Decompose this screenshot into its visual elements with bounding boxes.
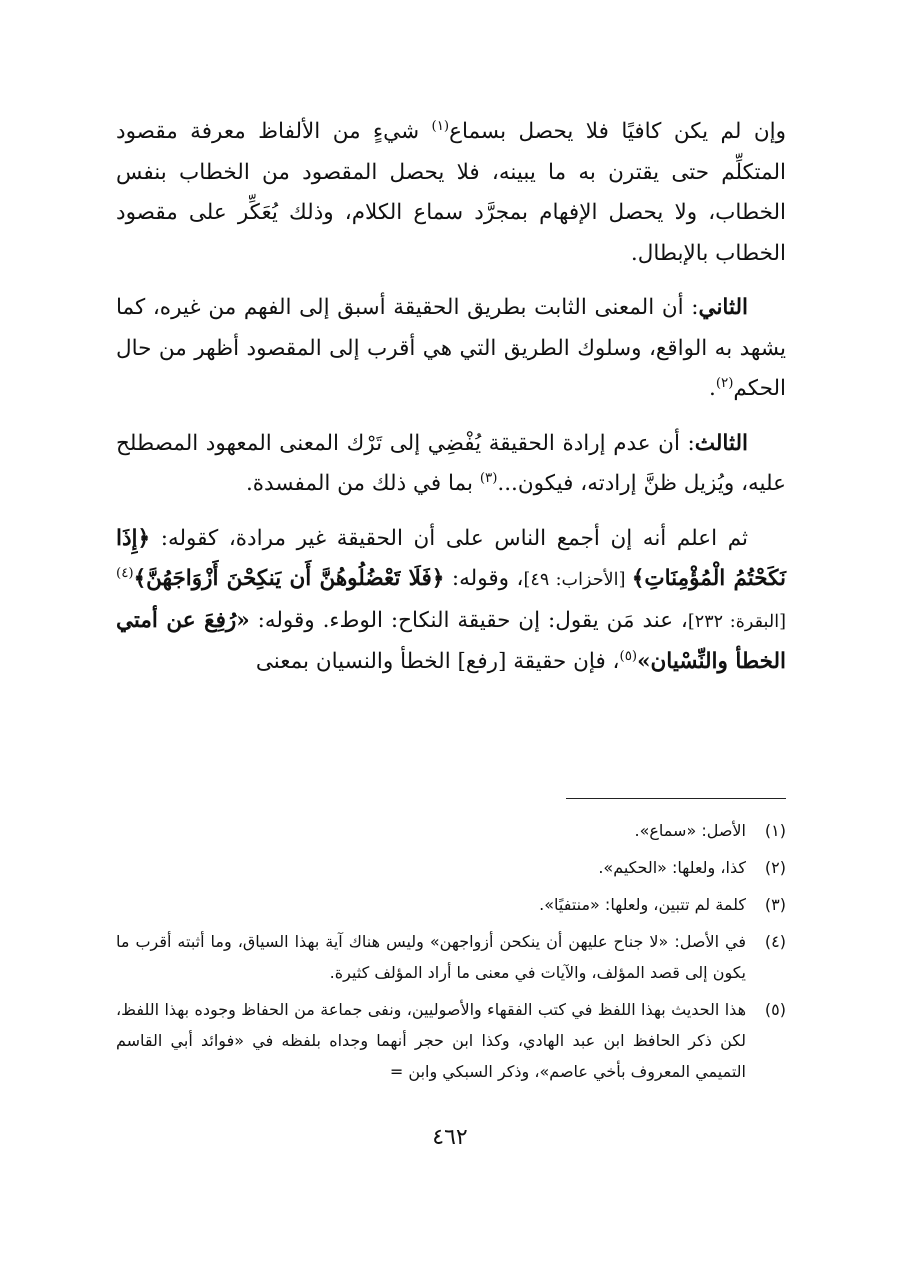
text-run: وإن لم يكن كافيًا فلا يحصل بسماع (449, 119, 786, 144)
footnote-text: كذا، ولعلها: «الحكيم». (598, 858, 746, 877)
paragraph-1 (116, 112, 786, 274)
footnote-text: الأصل: «سماع». (634, 821, 746, 840)
page-number: ٤٦٢ (432, 1125, 468, 1150)
text-run: ، عند مَن يقول: إن حقيقة النكاح: الوطء. وقوله: (249, 607, 688, 633)
text-run: شيءٍ من الألفاظ معرفة مقصود المتكلِّم حتى يقترن به ما يبينه، فلا يحصل المقصود من الخطاب بنفس الخطاب، ولا يحصل الإفهام بمجرَّد سماع الكلام، وذلك يُعَكِّر على مقصود الخطاب بالإبطال. (116, 119, 786, 266)
footnote-number: (٢) (764, 858, 786, 877)
verse-reference-2: [البقرة: ٢٣٢] (687, 611, 786, 632)
point-label-second: الثاني (698, 295, 748, 320)
text-run: بما في ذلك من المفسدة. (245, 471, 480, 496)
footnote-ref-5: (٥) (619, 648, 638, 664)
paragraph-3 (116, 424, 786, 505)
footnote-ref-2: (٢) (715, 375, 734, 391)
text-run: : أن المعنى الثابت بطريق الحقيقة أسبق إلى الفهم من غيره، كما يشهد به الواقع، وسلوك الطريق التي هي أقرب إلى المقصود أظهر من حال الحكم (116, 295, 786, 401)
quran-verse-2: ﴿فَلَا تَعْضُلُوهُنَّ أَن يَنكِحْنَ أَزْوَاجَهُنَّ﴾ (133, 566, 445, 591)
footnote-separator (566, 798, 786, 799)
footnote-ref-1: (١) (431, 118, 450, 134)
verse-reference-1: [الأحزاب: ٤٩] (523, 570, 632, 590)
footnote-1 (116, 815, 786, 846)
footnote-2 (116, 852, 786, 883)
footnote-text: كلمة لم تتبين، ولعلها: «منتفيًا». (539, 895, 746, 914)
footnote-text: هذا الحديث بهذا اللفظ في كتب الفقهاء والأصوليين، ونفى جماعة من الحفاظ وجوده بهذا اللفظ، لكن ذكر الحافظ ابن عبد الهادي، وكذا ابن حجر أنهما وجداه بلفظه في «فوائد أبي القاسم التميمي المعروف بأخي عاصم»، وذكر السبكي وابن = (116, 1000, 746, 1081)
footnote-ref-3: (٣) (479, 470, 498, 486)
footnote-text: في الأصل: «لا جناح عليهن أن ينكحن أزواجهن» وليس هناك آية بهذا السياق، وما أثبته أقرب ما يكون إلى قصد المؤلف، والآيات في معنى ما أراد المؤلف كثيرة. (116, 932, 746, 982)
footnote-3 (116, 889, 786, 920)
text-run: . (708, 376, 716, 401)
footnote-ref-4: (٤) (116, 565, 134, 581)
point-label-third: الثالث (694, 430, 748, 456)
hadith-quote: «رُفِعَ عن أمتي الخطأ والنِّسْيان» (116, 607, 786, 674)
footnote-number: (١) (764, 821, 786, 840)
footnotes (116, 815, 786, 1093)
main-text (116, 112, 786, 683)
footnote-4 (116, 926, 786, 988)
text-run: ، فإن حقيقة [رفع] الخطأ والنسيان بمعنى (255, 649, 620, 674)
footnote-5 (116, 994, 786, 1087)
footnote-number: (٤) (764, 932, 786, 951)
footnote-number: (٥) (764, 1000, 786, 1019)
text-run: ، وقوله: (444, 566, 524, 591)
text-run: ثم اعلم أنه إن أجمع الناس على أن الحقيقة غير مرادة، كقوله: (150, 525, 748, 551)
footnote-number: (٣) (764, 895, 786, 914)
paragraph-4 (116, 519, 786, 683)
text-run: : أن عدم إرادة الحقيقة يُفْضِي إلى تَرْك المعنى المعهود المصطلح عليه، ويُزيل ظنَّ إرادته، فيكون... (116, 430, 786, 496)
paragraph-2 (116, 288, 786, 410)
quran-verse-1: ﴿إِذَا نَكَحْتُمُ الْمُؤْمِنَاتِ﴾ (116, 525, 786, 591)
